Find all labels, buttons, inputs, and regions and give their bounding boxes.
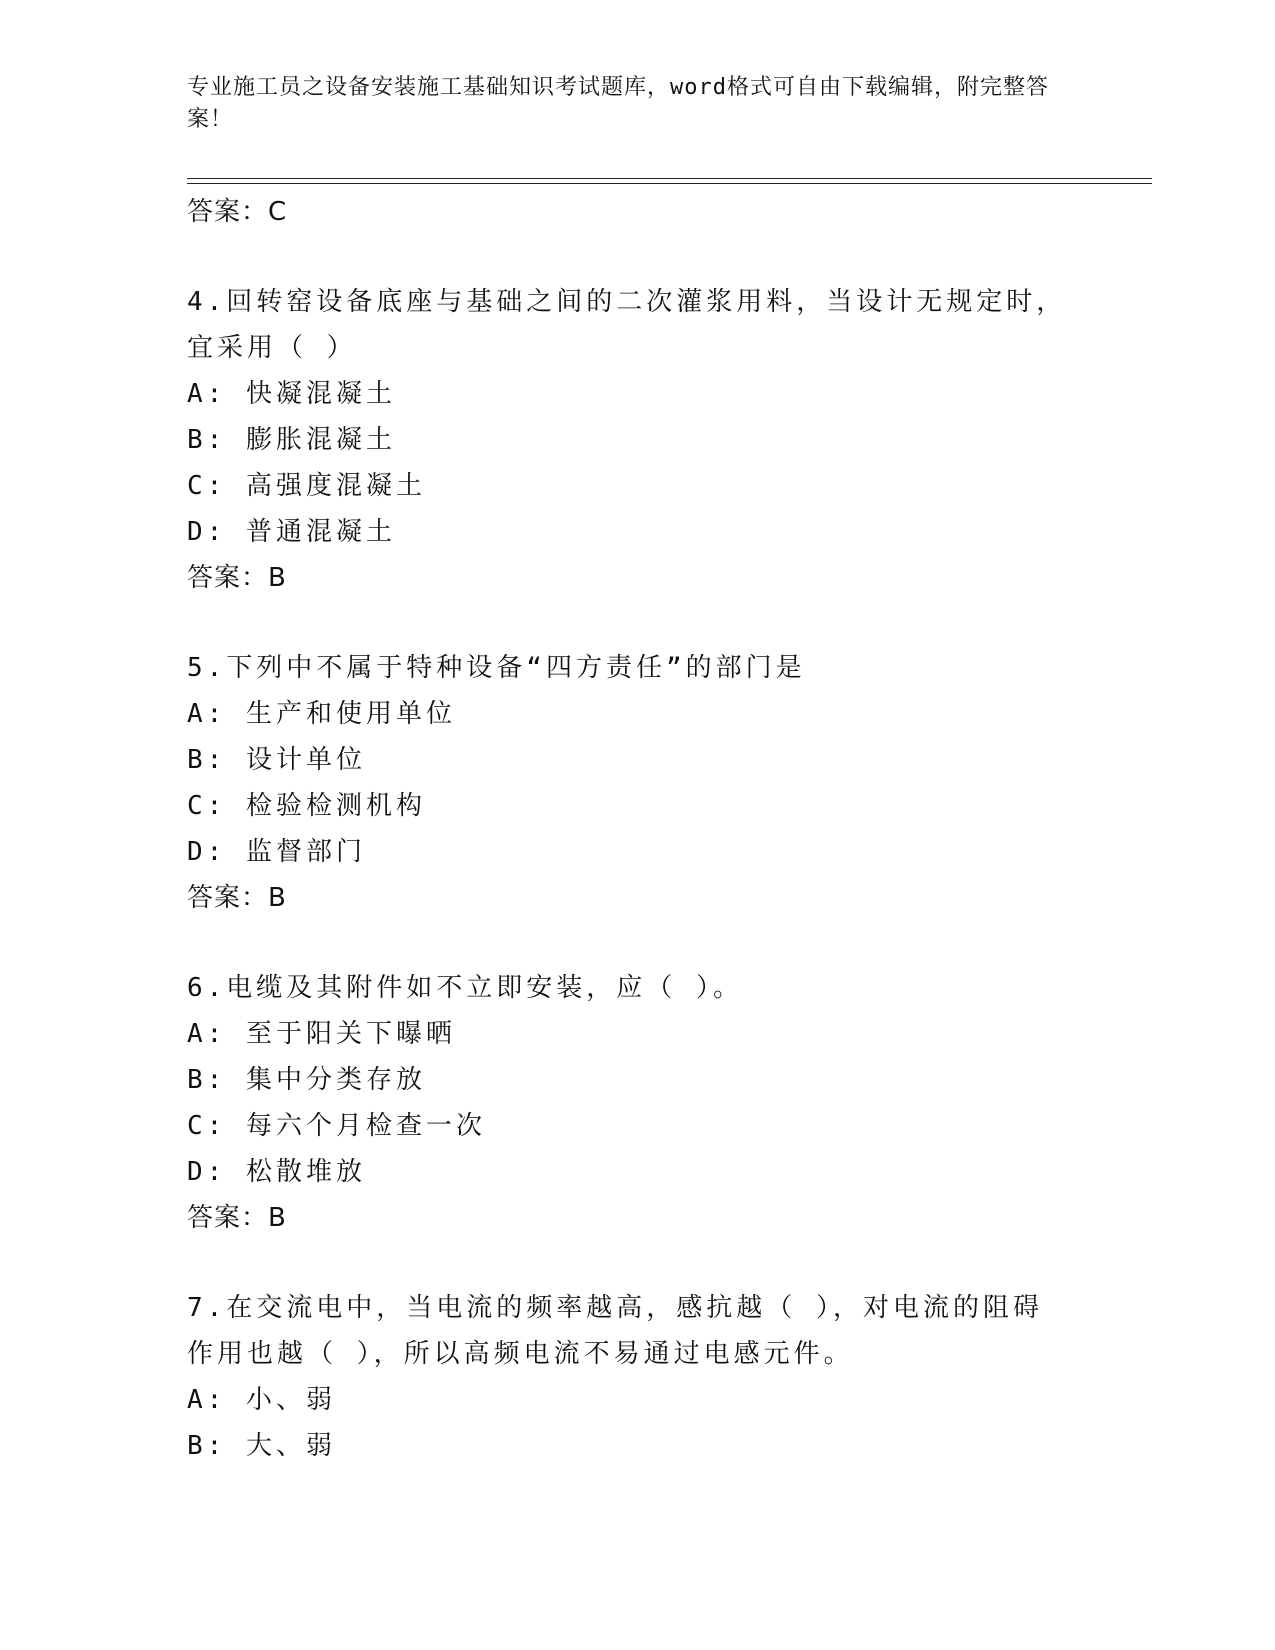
option-a: A: 生产和使用单位 xyxy=(187,699,456,729)
option-b: B: 大、弱 xyxy=(187,1431,336,1461)
question-text: 6.电缆及其附件如不立即安装，应（ ）。 xyxy=(187,973,743,1003)
option-c: C: 检验检测机构 xyxy=(187,791,426,821)
header-divider-bottom xyxy=(187,183,1152,184)
question-block xyxy=(187,645,1087,921)
option-b: B: 膨胀混凝土 xyxy=(187,425,396,455)
option-d: D: 普通混凝土 xyxy=(187,517,396,547)
option-d: D: 松散堆放 xyxy=(187,1157,366,1187)
option-a: A: 小、弱 xyxy=(187,1385,336,1415)
question-text: 5.下列中不属于特种设备“四方责任”的部门是 xyxy=(187,653,806,683)
question-block xyxy=(187,965,1087,1241)
option-c: C: 每六个月检查一次 xyxy=(187,1111,486,1141)
question-text: 4.回转窑设备底座与基础之间的二次灌浆用料，当设计无规定时，宜采用（ ） xyxy=(187,287,1067,363)
option-b: B: 集中分类存放 xyxy=(187,1065,426,1095)
question-block xyxy=(187,1285,1087,1469)
option-a: A: 快凝混凝土 xyxy=(187,379,396,409)
answer-line: 答案：B xyxy=(187,563,287,593)
option-c: C: 高强度混凝土 xyxy=(187,471,426,501)
answer-line: 答案：B xyxy=(187,1203,287,1233)
answer-line: 答案：B xyxy=(187,883,287,913)
question-text: 7.在交流电中，当电流的频率越高，感抗越（ ），对电流的阻碍作用也越（ ），所以高频电流不易通过电感元件。 xyxy=(187,1293,1043,1369)
document-header: 专业施工员之设备安装施工基础知识考试题库，word格式可自由下载编辑，附完整答案！ xyxy=(187,75,1049,132)
option-a: A: 至于阳关下曝晒 xyxy=(187,1019,456,1049)
question-block xyxy=(187,279,1087,601)
header-divider-top xyxy=(187,178,1152,179)
question-list xyxy=(187,189,1087,1469)
option-d: D: 监督部门 xyxy=(187,837,366,867)
answer-line: 答案：C xyxy=(187,197,288,227)
option-b: B: 设计单位 xyxy=(187,745,366,775)
